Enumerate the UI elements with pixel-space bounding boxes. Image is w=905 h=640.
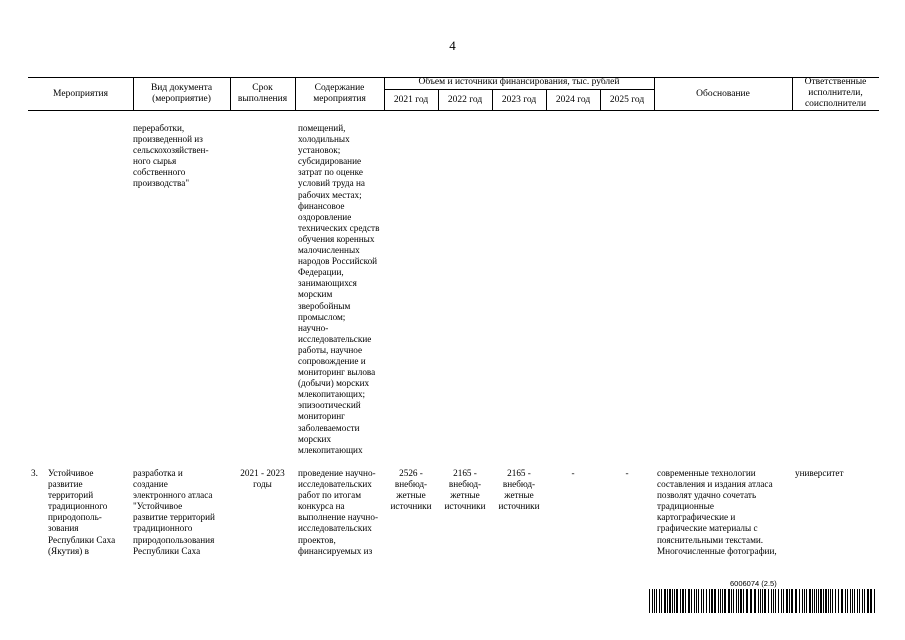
barcode-bar — [701, 589, 702, 613]
barcode-bar — [870, 589, 872, 613]
barcode-bar — [688, 589, 690, 613]
header-rationale: Обоснование — [696, 89, 750, 99]
barcode-bar — [835, 589, 836, 613]
barcode-bar — [859, 589, 860, 613]
barcode-bar — [728, 589, 730, 613]
header-funding: Объем и источники финансирования, тыс. рублей — [418, 77, 620, 87]
barcode-bar — [709, 589, 710, 613]
barcode-bar — [825, 589, 827, 613]
barcode-bar — [786, 589, 788, 613]
barcode-bar — [804, 589, 805, 613]
barcode-bar — [771, 589, 772, 613]
row3-2024: - — [571, 468, 575, 478]
row3-responsible: университет — [795, 468, 844, 478]
barcode-bar — [672, 589, 673, 613]
barcode-bar — [731, 589, 732, 613]
continuation-doc-type: переработки, произведенной из сельскохозяйствен- ного сырья собственного производства" — [133, 123, 209, 189]
barcode-bar — [850, 589, 851, 613]
row3-content: проведение научно- исследовательских работ по итогам конкурса на выполнение научно- исследовательских проектов, финансируемых из — [298, 468, 378, 556]
barcode-bar — [847, 589, 848, 613]
barcode-bar — [654, 589, 655, 613]
funding-header-divider — [384, 89, 654, 90]
barcode-bar — [862, 589, 863, 613]
barcode-bar — [706, 589, 707, 613]
barcode-bar — [703, 589, 704, 613]
row3-term: 2021 - 2023 годы — [240, 468, 285, 490]
barcode-bar — [818, 589, 819, 613]
barcode-bar — [694, 589, 695, 613]
header-responsible: Ответственные исполнители, соисполнители — [804, 77, 867, 109]
row3-2023: 2165 - внебюд- жетные источники — [498, 468, 540, 512]
barcode-bar — [691, 589, 692, 613]
barcode-bar — [698, 589, 699, 613]
barcode-bar — [791, 589, 793, 613]
barcode-bar — [845, 589, 846, 613]
barcode-bar — [724, 589, 726, 613]
barcode-bar — [857, 589, 858, 613]
barcode-bar — [696, 589, 697, 613]
barcode-bar — [809, 589, 811, 613]
row3-doc-type: разработка и создание электронного атласа "Устойчивое развитие территорий традиционного природопользования Республики Саха — [133, 468, 215, 556]
barcode-bar — [852, 589, 853, 613]
row3-2025: - — [625, 468, 629, 478]
header-year-2021: 2021 год — [393, 95, 429, 105]
barcode-bar — [740, 589, 742, 613]
barcode-bar — [814, 589, 815, 613]
barcode-bar — [789, 589, 790, 613]
barcode-bar — [758, 589, 759, 613]
barcode-bar — [768, 589, 769, 613]
barcode-bar — [676, 589, 678, 613]
header-year-2023: 2023 год — [501, 95, 537, 105]
barcode-bar — [838, 589, 839, 613]
header-bottom-border — [28, 110, 879, 111]
header-content: Содержание мероприятия — [313, 83, 366, 104]
barcode-bar — [661, 589, 662, 613]
barcode-bar — [832, 589, 833, 613]
barcode-bar — [664, 589, 666, 613]
barcode-bar — [746, 589, 748, 613]
barcode-bar — [711, 589, 713, 613]
barcode-bar — [799, 589, 800, 613]
barcode-bar — [781, 589, 782, 613]
barcode-bar — [652, 589, 653, 613]
barcode-bar — [812, 589, 813, 613]
barcode-bar — [750, 589, 752, 613]
header-year-2024: 2024 год — [555, 95, 591, 105]
barcode-bar — [806, 589, 807, 613]
continuation-content: помещений, холодильных установок; субсидирование затрат по оценке условий труда на рабочих местах; финансовое оздоровление технических средств обучения коренных малочисленных народов Российской Федерации, занимающихся морским зверобойным промыслом; научно- исследовательские работы, научное сопровождение и мониторинг вылова (добычи) морских млекопитающих; эпизоотический мониторинг заболеваемости морских млекопитающих — [298, 123, 380, 455]
row3-2022: 2165 - внебюд- жетные источники — [444, 468, 486, 512]
barcode-bar — [778, 589, 779, 613]
barcode-bar — [775, 589, 776, 613]
barcode-bar — [722, 589, 723, 613]
barcode-bar — [669, 589, 671, 613]
header-term: Срок выполнения — [237, 83, 288, 104]
barcode-bar — [682, 589, 684, 613]
barcode-bar — [733, 589, 734, 613]
barcode-bar — [841, 589, 843, 613]
barcode-bar — [680, 589, 681, 613]
page-number: 4 — [449, 38, 456, 53]
header-year-2025: 2025 год — [609, 95, 645, 105]
barcode-bar — [823, 589, 824, 613]
barcode-bar — [830, 589, 831, 613]
barcode-bar — [874, 589, 875, 613]
barcode-bar — [754, 589, 756, 613]
barcode-bar — [738, 589, 739, 613]
barcode-bar — [667, 589, 668, 613]
row3-rationale: современные технологии составления и издания атласа позволят удачно сочетать традиционные картографические и графические материалы с пояснительными текстами. Многочисленные фотографии, — [657, 468, 777, 556]
barcode-bar — [685, 589, 686, 613]
barcode-bar — [864, 589, 865, 613]
barcode-bar — [764, 589, 766, 613]
barcode-bar — [816, 589, 817, 613]
barcode-number: 6006074 (2.5) — [730, 579, 777, 588]
header-events: Мероприятия — [53, 89, 108, 99]
barcode-bar — [854, 589, 855, 613]
barcode-bar — [820, 589, 822, 613]
barcode-bar — [828, 589, 829, 613]
barcode-bar — [718, 589, 719, 613]
barcode-bar — [714, 589, 716, 613]
barcode-bar — [762, 589, 763, 613]
barcode-bar — [656, 589, 657, 613]
barcode-bar — [802, 589, 803, 613]
row3-event: Устойчивое развитие территорий традиционного природополь- зования Республики Саха (Якутия) в — [48, 468, 116, 556]
barcode-bar — [773, 589, 774, 613]
row3-2021: 2526 - внебюд- жетные источники — [390, 468, 432, 512]
barcode-bar — [649, 589, 650, 613]
barcode-bar — [674, 589, 675, 613]
header-doc-type: Вид документа (мероприятие) — [150, 83, 213, 104]
header-year-2022: 2022 год — [447, 95, 483, 105]
barcode-image — [649, 589, 877, 613]
barcode-bar — [760, 589, 761, 613]
barcode-bar — [795, 589, 797, 613]
barcode-bar — [783, 589, 784, 613]
row3-number: 3. — [31, 468, 38, 478]
barcode-bar — [736, 589, 737, 613]
barcode-bar — [659, 589, 660, 613]
barcode-bar — [867, 589, 869, 613]
barcode-bar — [720, 589, 721, 613]
barcode-bar — [743, 589, 744, 613]
